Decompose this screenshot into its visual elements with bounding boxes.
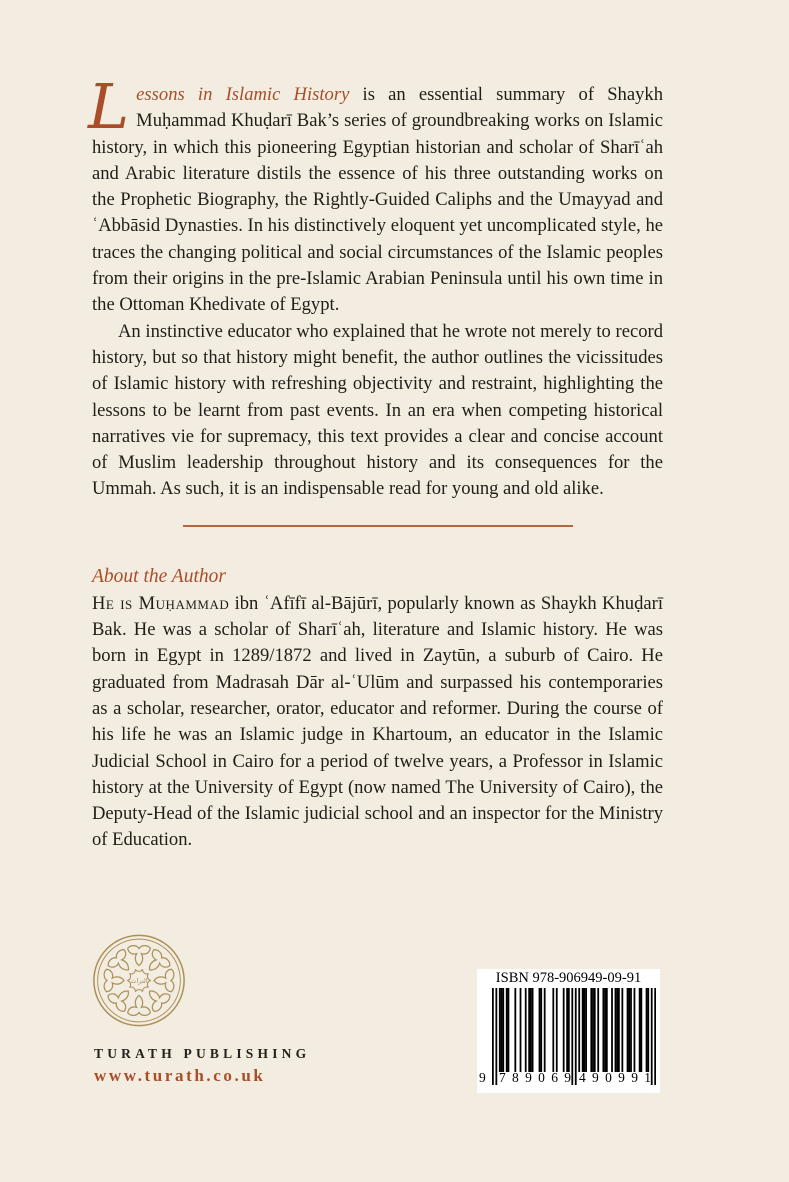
blurb-paragraph-2: An instinctive educator who explained that he wrote not merely to record history, but so that history might benefit, the author outlines the vicissitudes of Islamic history with refreshing objectivity and restraint, highlighting the lessons to be learnt from past events. In an era when competing historical narratives vie for supremacy, this text provides a clear and concise account of Muslim leadership throughout history and its consequences for the Ummah. As such, it is an indispensable read for young and old alike.	[92, 320, 663, 500]
book-title-italic: essons in Islamic History	[136, 84, 350, 105]
barcode-digit-lead: 9	[479, 1070, 486, 1085]
blurb-paragraph-1-text: is an essential summary of Shaykh Muḥammad Khuḍarī Bak’s series of groundbreaking works on Islamic history, in which this pioneering Egyptian historian and scholar of Sharīʿah and Arabic literature distils the essence of his three outstanding works on the Prophetic Biography, the Rightly-Guided Caliphs and the Umayyad and ʿAbbāsid Dynasties. In his distinctively eloquent yet uncomplicated style, he traces the changing political and social circumstances of the Islamic peoples from their origins in the pre-Islamic Arabian Peninsula until his own time in the Ottoman Khedivate of Egypt.	[92, 84, 663, 316]
blurb-paragraph-1	[88, 70, 663, 319]
turath-publishing-logo-icon	[92, 932, 186, 1029]
author-bio-text: ibn ʿAfīfī al-Bājūrī, popularly known as Shaykh Khuḍarī Bak. He was a scholar of Sharīʿah, literature and Islamic history. He was born in Egypt in 1289/1872 and lived in Zaytūn, a suburb of Cairo. He graduated from Madrasah Dār al-ʿUlūm and surpassed his contemporaries as a scholar, researcher, orator, educator and reformer. During the course of his life he was an Islamic judge in Khartoum, an educator in the Islamic Judicial School in Cairo for a period of twelve years, a Professor in Islamic history at the University of Egypt (now named The University of Cairo), the Deputy-Head of the Islamic judicial school and an inspector for the Ministry of Education.	[92, 592, 663, 851]
publisher-name: TURATH PUBLISHING	[94, 1046, 311, 1061]
author-bio-paragraph	[92, 591, 663, 854]
back-cover-text-column	[88, 70, 663, 854]
author-name-smallcaps: He is Muḥammad	[92, 592, 230, 614]
logo-arabic-calligraphy: التراث	[130, 977, 148, 986]
isbn-label: ISBN 978-906949-09-91	[495, 970, 642, 986]
drop-cap-letter: L	[88, 70, 130, 143]
barcode-panel	[477, 969, 660, 1093]
barcode-digit-group-2: 4 9 0 9 9 1	[579, 1070, 651, 1085]
section-divider-rule	[183, 525, 573, 527]
barcode-digit-group-1: 7 8 9 0 6 9	[499, 1070, 571, 1085]
publisher-website: www.turath.co.uk	[94, 1066, 266, 1085]
about-the-author-heading: About the Author	[92, 565, 226, 587]
